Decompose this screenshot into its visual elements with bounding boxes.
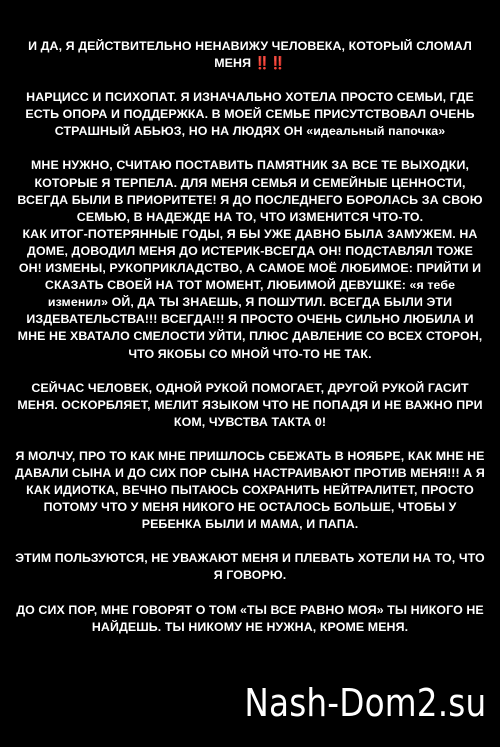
double-exclamation-icon: ‼️‼️ <box>254 56 286 71</box>
paragraph-3: МНЕ НУЖНО, СЧИТАЮ ПОСТАВИТЬ ПАМЯТНИК ЗА ВСЕ ТЕ ВЫХОДКИ, КОТОРЫЕ Я ТЕРПЕЛА. ДЛЯ МЕНЯ СЕМЬЯ И СЕМЕЙНЫЕ ЦЕННОСТИ, ВСЕГДА БЫЛИ В ПРИОРИТЕТЕ! Я ДО ПОСЛЕДНЕГО БОРОЛАСЬ ЗА СВОЮ СЕМЬЮ, В НАДЕЖДЕ НА ТО, ЧТО ИЗМЕНИТСЯ ЧТО-ТО. <box>17 158 483 224</box>
paragraph-4-text-a: КАК ИТОГ-ПОТЕРЯННЫЕ ГОДЫ, Я БЫ УЖЕ ДАВНО БЫЛА ЗАМУЖЕМ. НА ДОМЕ, ДОВОДИЛ МЕНЯ ДО ИСТЕРИК-ВСЕГДА ОН! ПОДСТАВЛЯЛ ТОЖЕ ОН! ИЗМЕНЫ, РУКОПРИКЛАДСТВО, А САМОЕ МОЁ ЛЮБИМОЕ: ПРИЙТИ И СКАЗАТЬ СВОЕЙ НА ТОТ МОМЕНТ, ЛЮБИМОЙ ДЕВУШКЕ: <box>18 226 482 293</box>
paragraph-8: ДО СИХ ПОР, МНЕ ГОВОРЯТ О ТОМ «ТЫ ВСЕ РАВНО МОЯ» ТЫ НИКОГО НЕ НАЙДЕШЬ. ТЫ НИКОМУ НЕ НУЖНА, КРОМЕ МЕНЯ. <box>16 602 484 634</box>
paragraph-7: ЭТИМ ПОЛЬЗУЮТСЯ, НЕ УВАЖАЮТ МЕНЯ И ПЛЕВАТЬ ХОТЕЛИ НА ТО, ЧТО Я ГОВОРЮ. <box>15 551 485 583</box>
paragraph-2-quote: «идеальный папочка» <box>306 124 446 139</box>
paragraph-1 <box>14 38 486 72</box>
paragraph-4-text-b: ОЙ, ДА ТЫ ЗНАЕШЬ, Я ПОШУТИЛ. ВСЕГДА БЫЛИ ЭТИ ИЗДЕВАТЕЛЬСТВА!!! ВСЕГДА!!! Я ПРОСТО ОЧЕНЬ СИЛЬНО ЛЮБИЛА И МНЕ НЕ ХВАТАЛО СМЕЛОСТИ УЙТИ, ПЛЮС ДАВЛЕНИЕ СО ВСЕХ СТОРОН, ЧТО ЯКОБЫ СО МНОЙ ЧТО-ТО НЕ ТАК. <box>17 295 483 361</box>
paragraph-5: СЕЙЧАС ЧЕЛОВЕК, ОДНОЙ РУКОЙ ПОМОГАЕТ, ДРУГОЙ РУКОЙ ГАСИТ МЕНЯ. ОСКОРБЛЯЕТ, МЕЛИТ ЯЗЫКОМ ЧТО НЕ ПОПАДЯ И НЕ ВАЖНО ПРИ КОМ, ЧУВСТВА ТАКТА 0! <box>17 380 483 429</box>
paragraph-2 <box>14 89 486 140</box>
paragraph-6: Я МОЛЧУ, ПРО ТО КАК МНЕ ПРИШЛОСЬ СБЕЖАТЬ В НОЯБРЕ, КАК МНЕ НЕ ДАВАЛИ СЫНА И ДО СИХ ПОР СЫНА НАСТРАИВАЮТ ПРОТИВ МЕНЯ!!! А Я КАК ИДИОТКА, ВЕЧНО ПЫТАЮСЬ СОХРАНИТЬ НЕЙТРАЛИТЕТ, ПРОСТО ПОТОМУ ЧТО У МЕНЯ НИКОГО НЕ ОСТАЛОСЬ БОЛЬШЕ, ЧТОБЫ У РЕБЕНКА БЫЛИ И МАМА, И ПАПА. <box>15 448 485 532</box>
site-watermark: Nash-Dom2.su <box>244 681 486 725</box>
paragraph-4-quote: «я тебе изменил» <box>47 278 456 310</box>
story-text <box>14 38 486 636</box>
paragraph-2-text: НАРЦИСС И ПСИХОПАТ. Я ИЗНАЧАЛЬНО ХОТЕЛА ПРОСТО СЕМЬИ, ГДЕ ЕСТЬ ОПОРА И ПОДДЕРЖКА. В МОЕЙ СЕМЬЕ ПРИСУТСТВОВАЛ ОЧЕНЬ СТРАШНЫЙ АБЬЮЗ, НО НА ЛЮДЯХ ОН <box>25 90 475 139</box>
paragraph-4 <box>14 226 486 363</box>
paragraph-1-text: И ДА, Я ДЕЙСТВИТЕЛЬНО НЕНАВИЖУ ЧЕЛОВЕКА, КОТОРЫЙ СЛОМАЛ МЕНЯ <box>28 39 472 71</box>
